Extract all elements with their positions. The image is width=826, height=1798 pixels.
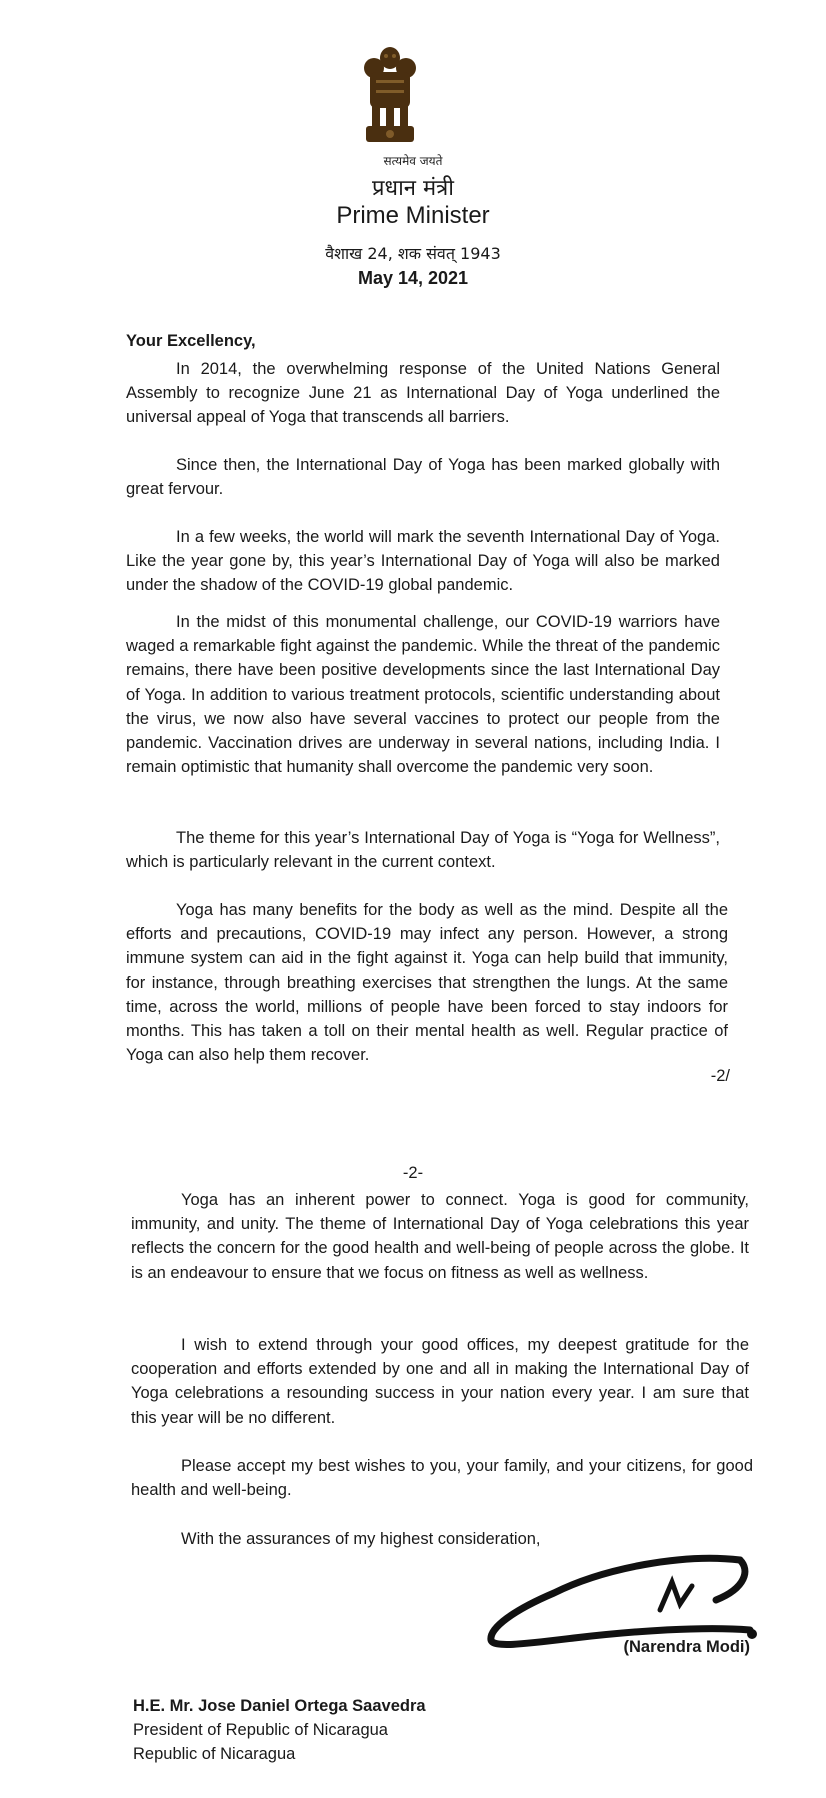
closing-line: With the assurances of my highest consideration, [181,1530,541,1548]
paragraph: Yoga has an inherent power to connect. Yoga is good for community, immunity, and unity. The theme of International Day of Yoga celebrations this year reflects the concern for the good health and well-being of people across the globe. It is an endeavour to ensure that we focus on fitness as well as wellness. [131,1191,749,1282]
hindi-office-title: प्रधान मंत्री [372,176,454,201]
salutation: Your Excellency, [126,332,256,350]
paragraph: Since then, the International Day of Yoga has been marked globally with great fervour. [126,456,720,499]
hindi-date: वैशाख 24, शक संवत् 1943 [325,244,501,263]
addressee-name: H.E. Mr. Jose Daniel Ortega Saavedra [133,1697,426,1715]
page-number: -2- [402,1164,424,1182]
continuation-marker: -2/ [710,1067,730,1085]
paragraph: Please accept my best wishes to you, your family, and your citizens, for good health and well-being. [131,1457,753,1500]
paragraph: Yoga has many benefits for the body as well as the mind. Despite all the efforts and precautions, COVID-19 may infect any person. However, a strong immune system can aid in the fight against it. Yoga can help build that immunity, for instance, through breathing exercises that strengthen the lungs. At the same time, across the world, millions of people have been forced to stay indoors for months. This has taken a toll on their mental health as well. Regular practice of Yoga can also help them recover. [126,901,728,1065]
signer-name: (Narendra Modi) [623,1638,750,1656]
office-title: Prime Minister [336,202,490,229]
paragraph: In a few weeks, the world will mark the seventh International Day of Yoga. Like the year gone by, this year’s International Day of Yoga will also be marked under the shadow of the COVID-19 global pandemic. [126,528,720,595]
paragraph: The theme for this year’s International Day of Yoga is “Yoga for Wellness”, which is particularly relevant in the current context. [126,829,720,872]
emblem-motto: सत्यमेव जयते [383,154,443,168]
national-emblem-icon [360,44,420,152]
addressee-title: President of Republic of Nicaragua [133,1721,388,1739]
paragraph: In 2014, the overwhelming response of the United Nations General Assembly to recognize June 21 as International Day of Yoga underlined the universal appeal of Yoga that transcends all barriers. [126,360,720,427]
paragraph: In the midst of this monumental challenge, our COVID-19 warriors have waged a remarkable fight against the pandemic. While the threat of the pandemic remains, there have been positive developments since the last International Day of Yoga. In addition to various treatment protocols, scientific understanding about the virus, we now also have several vaccines to protect our people from the pandemic. Vaccination drives are underway in several nations, including India. I remain optimistic that humanity shall overcome the pandemic very soon. [126,613,720,777]
addressee-block [133,1694,426,1766]
addressee-country: Republic of Nicaragua [133,1745,296,1763]
paragraph: I wish to extend through your good offices, my deepest gratitude for the cooperation and efforts extended by one and all in making the International Day of Yoga celebrations a resounding success in your nation every year. I am sure that this year will be no different. [131,1336,749,1427]
letter-date: May 14, 2021 [357,268,469,288]
